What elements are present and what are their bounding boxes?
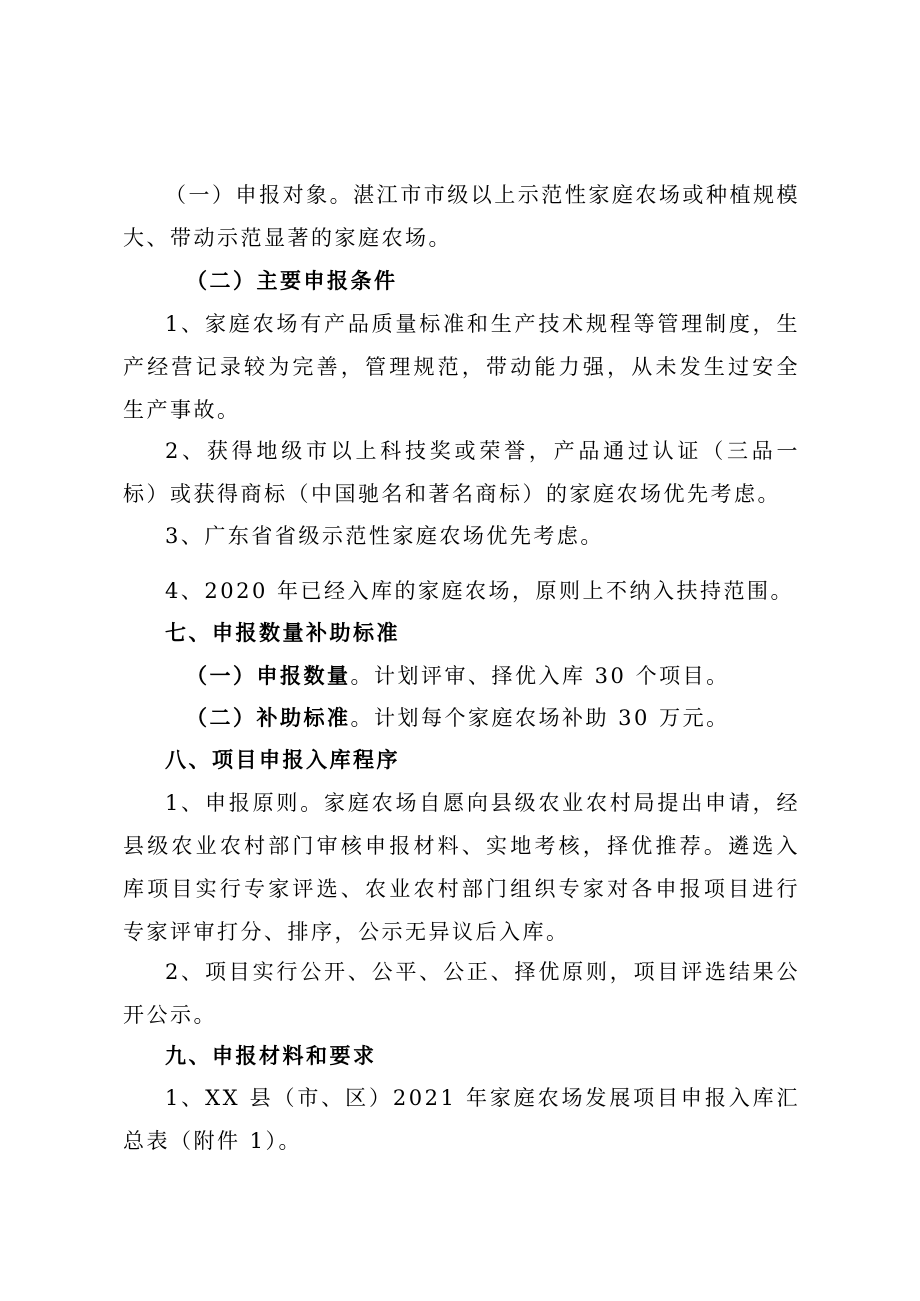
label-application-quantity: （一）申报数量 [186,664,351,688]
heading-main-conditions: （二）主要申报条件 [186,269,398,293]
paragraph-condition-1: 1、家庭农场有产品质量标准和生产技术规程等管理制度，生产经营记录较为完善，管理规范，带动能力强，从未发生过安全生产事故。 [123,312,800,422]
paragraph-materials-1: 1、XX 县（市、区）2021 年家庭农场发展项目申报入库汇总表（附件 1）。 [123,1086,800,1153]
paragraph-condition-4: 4、2020 年已经入库的家庭农场，原则上不纳入扶持范围。 [165,579,794,603]
text-application-quantity: 。计划评审、择优入库 30 个项目。 [350,664,730,688]
paragraph-application-quantity [123,655,800,698]
label-subsidy-standard: （二）补助标准 [186,706,351,730]
paragraph-condition-3: 3、广东省省级示范性家庭农场优先考虑。 [165,524,604,548]
paragraph-project-principle: 2、项目实行公开、公平、公正、择优原则，项目评选结果公开公示。 [123,960,800,1027]
heading-section-7: 七、申报数量补助标准 [165,621,400,645]
paragraph-subsidy-standard [123,697,800,740]
text-subsidy-standard: 。计划每个家庭农场补助 30 万元。 [350,706,730,730]
heading-section-9: 九、申报材料和要求 [165,1044,377,1068]
paragraph-application-principle: 1、申报原则。家庭农场自愿向县级农业农村局提出申请，经县级农业农村部门审核申报材料、实地考核，择优推荐。遴选入库项目实行专家评选、农业农村部门组织专家对各申报项目进行专家评审打分、排序，公示无异议后入库。 [123,791,800,944]
heading-section-8: 八、项目申报入库程序 [165,748,400,772]
paragraph-application-target: （一）申报对象。湛江市市级以上示范性家庭农场或种植规模大、带动示范显著的家庭农场。 [123,183,800,250]
paragraph-condition-2: 2、获得地级市以上科技奖或荣誉，产品通过认证（三品一标）或获得商标（中国驰名和著名商标）的家庭农场优先考虑。 [123,439,800,506]
